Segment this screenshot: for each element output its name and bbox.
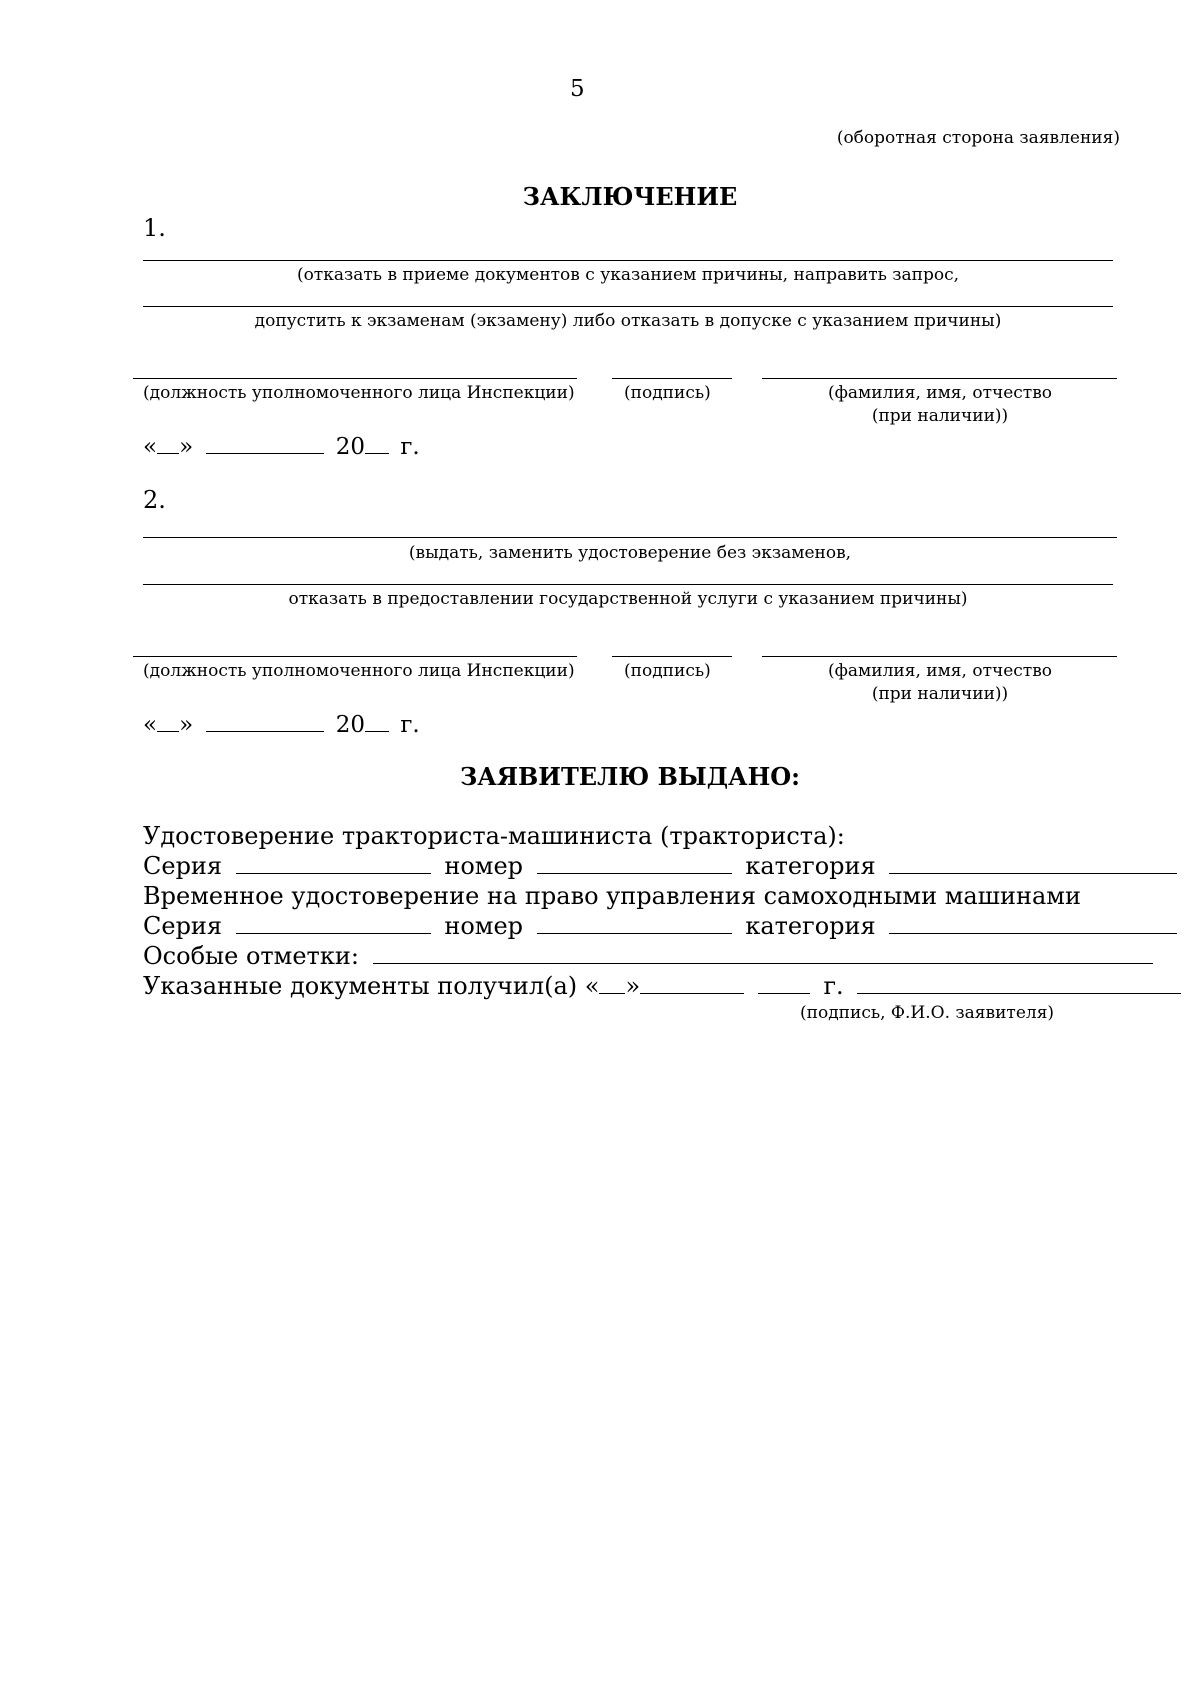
position-caption-1: (должность уполномоченного лица Инспекции) <box>143 383 575 403</box>
applicant-signature-caption: (подпись, Ф.И.О. заявителя) <box>800 1003 1055 1023</box>
block1-number: 1. <box>143 214 166 242</box>
fio-line-2 <box>762 656 1117 657</box>
license-row: Удостоверение тракториста-машиниста (тракториста): <box>143 822 845 850</box>
block1-line-2 <box>143 306 1113 307</box>
signature-caption-2: (подпись) <box>624 661 711 681</box>
signature-line-1 <box>612 378 732 379</box>
temp-license-row: Временное удостоверение на право управления самоходными машинами <box>143 882 1081 910</box>
temp-series-row: Серия номер категория <box>143 912 1177 940</box>
page-number: 5 <box>570 76 585 102</box>
license-series-row: Серия номер категория <box>143 852 1177 880</box>
date-row-2: « » 20 г. <box>143 712 420 738</box>
block2-number: 2. <box>143 486 166 514</box>
conclusion-title: ЗАКЛЮЧЕНИЕ <box>522 182 738 211</box>
issued-title: ЗАЯВИТЕЛЮ ВЫДАНО: <box>459 762 801 791</box>
block2-line-2 <box>143 584 1113 585</box>
fio-caption-2b: (при наличии)) <box>871 684 1009 704</box>
fio-caption-1b: (при наличии)) <box>871 406 1009 426</box>
received-row: Указанные документы получил(а) « » г. <box>143 972 1181 1000</box>
fio-line-1 <box>762 378 1117 379</box>
position-caption-2: (должность уполномоченного лица Инспекции) <box>143 661 575 681</box>
block1-hint-2: допустить к экзаменам (экзамену) либо отказать в допуске с указанием причины) <box>254 311 1002 331</box>
signature-line-2 <box>612 656 732 657</box>
signature-caption-1: (подпись) <box>624 383 711 403</box>
block2-line-1 <box>143 537 1117 538</box>
block2-hint-1: (выдать, заменить удостоверение без экзаменов, <box>408 543 852 563</box>
block1-hint-1: (отказать в приеме документов с указанием причины, направить запрос, <box>296 265 960 285</box>
position-line-2 <box>133 656 577 657</box>
block1-line-1 <box>143 260 1113 261</box>
fio-caption-2a: (фамилия, имя, отчество <box>827 661 1053 681</box>
date-row-1: « » 20 г. <box>143 434 420 460</box>
block2-hint-2: отказать в предоставлении государственной услуги с указанием причины) <box>288 589 968 609</box>
notes-row: Особые отметки: <box>143 942 1153 970</box>
position-line-1 <box>133 378 577 379</box>
fio-caption-1a: (фамилия, имя, отчество <box>827 383 1053 403</box>
side-note: (оборотная сторона заявления) <box>836 128 1120 148</box>
